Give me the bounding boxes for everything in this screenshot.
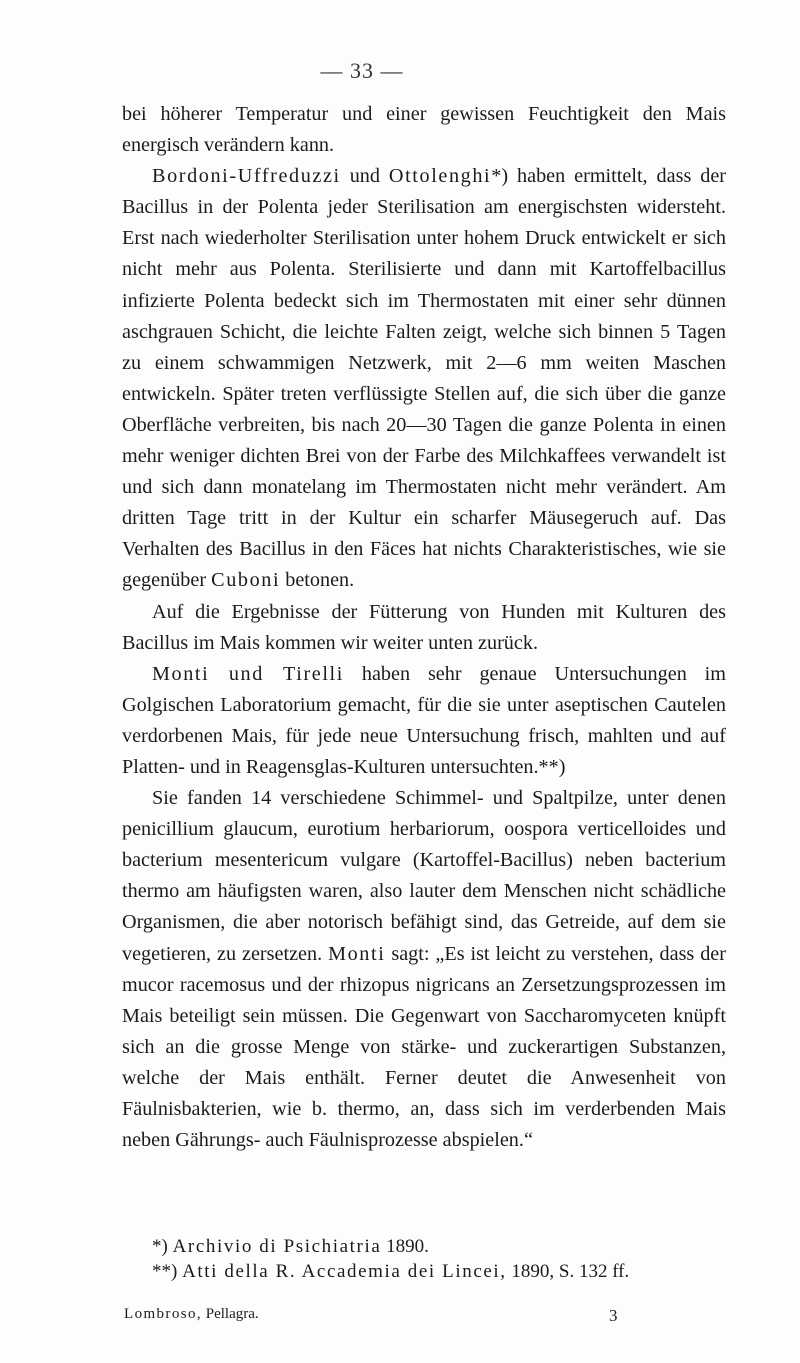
signature-author: Lombroso, (124, 1306, 203, 1322)
author-names: Monti und Tirelli (152, 662, 344, 685)
footnote-2 (122, 1259, 726, 1284)
paragraph-4-text: haben sehr genaue Untersuchungen im Golgischen Laboratorium gemacht, für die sie unter aseptischen Cautelen verdorbenen Mais, für jede neue Untersuchung frisch, mahlten und auf Platten- und in Reagensglas-Kulturen untersuchten.**) (122, 662, 726, 778)
paragraph-2 (122, 161, 726, 596)
author-name: Cuboni (211, 569, 281, 592)
footnote-source: Archivio di Psichiatria (172, 1236, 382, 1257)
paragraph-2-text: *) haben ermittelt, dass der Bacillus in der Polenta jeder Sterilisation am energischsten widersteht. Erst nach wiederholter Sterilisation unter hohem Druck entwickelt er sich nicht mehr aus Polenta. Sterilisierte und dann mit Kartoffelbacillus infizierte Polenta bedeckt sich im Thermostaten mit einer sehr dünnen aschgrauen Schicht, die leichte Falten zeigt, welche sich binnen 5 Tagen zu einem schwammigen Netzwerk, mit 2—6 mm weiten Maschen entwickeln. Später treten verflüssigte Stellen auf, die sich über die ganze Oberfläche verbreiten, bis nach 20—30 Tagen die ganze Polenta in einen mehr weniger dichten Brei von der Farbe des Milchkaffees verwandelt ist und sich dann monatelang im Thermostaten nicht mehr verändert. Am dritten Tage tritt in der Kultur ein scharfer Mäusegeruch auf. Das Verhalten des Bacillus in den Fäces hat nichts Charakteristisches, wie sie gegenüber (122, 165, 727, 592)
conjunction: und (340, 165, 389, 188)
footnote-details: 1890, S. 132 ff. (506, 1261, 630, 1282)
paragraph-5 (122, 783, 726, 1156)
paragraph-1: bei höherer Temperatur und einer gewissen Feuchtigkeit den Mais energisch verändern kann. (122, 103, 726, 157)
signature-title: Pellagra. (202, 1306, 259, 1322)
body-text (122, 99, 726, 1156)
paragraph-5-text: Sie fanden 14 verschiedene Schimmel- und Spaltpilze, unter denen penicillium glaucum, eurotium herbariorum, oospora verticelloides und bacterium mesentericum vulgare (Kartoffel-Bacillus) neben bacterium thermo am häufigsten waren, also lauter dem Menschen nicht schädliche Organismen, die aber notorisch befähigt sind, das Getreide, auf dem sie vegetieren, zu zersetzen. (122, 787, 726, 965)
author-name: Ottolenghi (388, 165, 492, 188)
footnote-marker: *) (152, 1236, 173, 1257)
footnote-marker: **) (152, 1261, 183, 1282)
footnote-1 (122, 1234, 726, 1259)
footnote-source: Atti della R. Accademia dei Lincei, (182, 1261, 507, 1282)
paragraph-2-end: betonen. (280, 569, 355, 592)
page-number: — 33 — (320, 58, 404, 83)
sheet-number: 3 (609, 1306, 618, 1325)
footnote-year: 1890. (381, 1236, 429, 1257)
author-name: Monti (328, 942, 386, 965)
paragraph-4 (122, 659, 726, 783)
author-names: Bordoni-Uffreduzzi (152, 165, 341, 188)
sheet-signature (124, 1304, 724, 1324)
paragraph-3: Auf die Ergebnisse der Fütterung von Hunden mit Kulturen des Bacillus im Mais kommen wir weiter unten zurück. (122, 600, 726, 654)
footnotes (122, 1234, 726, 1284)
quotation-text: sagt: „Es ist leicht zu verstehen, dass der mucor racemosus und der rhizopus nigricans an Zersetzungsprozessen im Mais beteiligt sein müssen. Die Gegenwart von Saccharomyceten knüpft sich an die grosse Menge von stärke- und zuckerartigen Substanzen, welche der Mais enthält. Ferner deutet die Anwesenheit von Fäulnisbakterien, wie b. thermo, an, dass sich im verderbenden Mais neben Gährungs- auch Fäulnisprozesse abspielen.“ (122, 942, 726, 1152)
